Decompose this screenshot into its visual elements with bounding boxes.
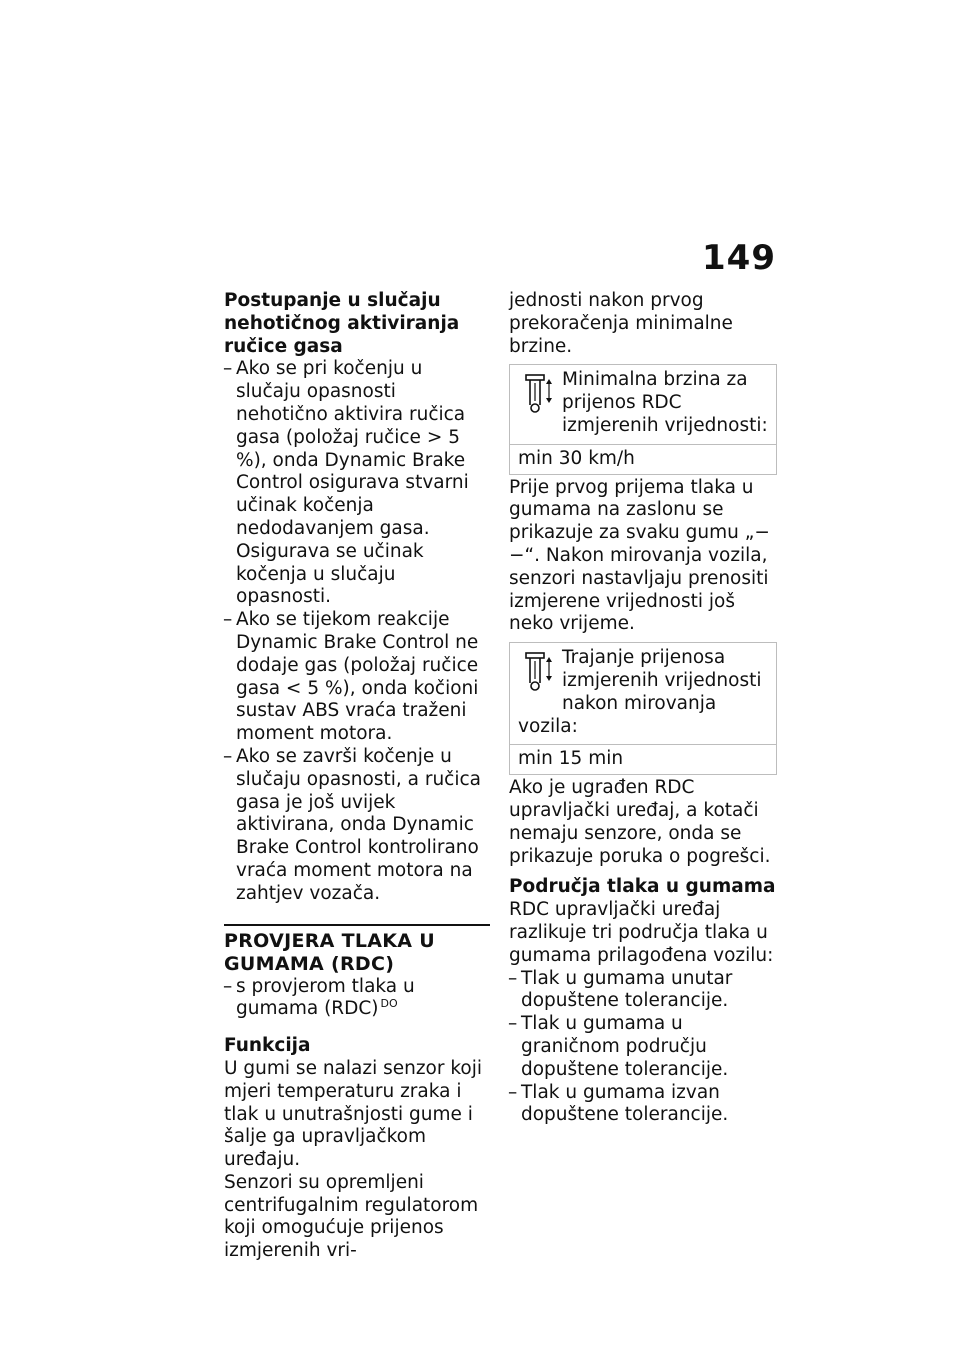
spec-value: min 15 min	[510, 744, 776, 774]
pressure-range-list	[509, 968, 777, 1128]
list-item: – Ako se završi kočenje u slučaju opasnosti, a ručica gasa je još uvijek aktivirana, onda Dynamic Brake Control kontrolirano vraća moment motora na zahtjev vozača.	[224, 746, 490, 906]
paragraph: Prije prvog prijema tlaka u gumama na zaslonu se prikazuje za svaku gumu „− −“. Nakon mirovanja vozila, senzori nastavljaju prenositi izmjerene vrijednosti još neko vrijeme.	[509, 476, 770, 635]
left-column	[224, 290, 490, 1263]
list-item: – Tlak u gumama u graničnom području dopuštene tolerancije.	[509, 1013, 777, 1081]
spec-label: Trajanje prijenosa izmjerenih vrijednosti nakon mirovanja vozila:	[518, 647, 762, 737]
spec-label: Minimalna brzina za prijenos RDC izmjerenih vrijednosti:	[562, 369, 768, 436]
list-item: – Ako se tijekom reakcije Dynamic Brake Control ne dodaje gas (položaj ručice gasa < 5 %), onda kočioni sustav ABS vraća traženi moment motora.	[224, 609, 490, 746]
throttle-list	[224, 358, 490, 905]
list-item: – Ako se pri kočenju u slučaju opasnosti nehotično aktivira ručica gasa (položaj ručice > 5 %), onda Dynamic Brake Control osigurava stvarni učinak kočenja nedodavanjem gasa. Osigurava se učinak kočenja u slučaju opasnosti.	[224, 358, 490, 609]
option-list	[224, 976, 490, 1022]
option-tag: DO	[380, 997, 398, 1011]
spec-box-transmission-duration	[509, 642, 777, 775]
list-item: – Tlak u gumama izvan dopuštene tolerancije.	[509, 1082, 777, 1128]
heading-pressure-ranges: Područja tlaka u gumama	[509, 876, 776, 898]
spec-box-min-speed	[509, 364, 777, 474]
heading-function: Funkcija	[224, 1035, 311, 1057]
list-item: – Tlak u gumama unutar dopuštene tolerancije.	[509, 968, 777, 1014]
paragraph: RDC upravljački uređaj razlikuje tri područja tlaka u gumama prilagođena vozilu:	[509, 899, 774, 966]
section-divider	[224, 924, 490, 976]
heading-throttle-handling: Postupanje u slučaju nehotičnog aktiviranja ručice gasa	[224, 290, 460, 357]
section-title: PROVJERA TLAKA U GUMAMA (RDC)	[224, 929, 435, 975]
page-number: 149	[702, 238, 776, 278]
paragraph: U gumi se nalazi senzor koji mjeri temperaturu zraka i tlak u unutrašnjosti gume i šalje ga upravljačkom uređaju.	[224, 1057, 483, 1171]
paragraph: Senzori su opremljeni centrifugalnim regulatorom koji omogućuje prijenos izmjerenih vri-	[224, 1171, 479, 1262]
paragraph: Ako je ugrađen RDC upravljački uređaj, a kotači nemaju senzore, onda se prikazuje poruka o pogrešci.	[509, 777, 771, 867]
tire-sensor-icon	[518, 371, 556, 415]
tire-sensor-icon	[518, 649, 556, 693]
spec-value: min 30 km/h	[510, 444, 776, 474]
list-item: – s provjerom tlaka u gumama (RDC) $^{DO}$	[224, 976, 490, 1022]
right-column	[509, 290, 777, 1127]
paragraph: jednosti nakon prvog prekoračenja minimalne brzine.	[509, 290, 733, 357]
